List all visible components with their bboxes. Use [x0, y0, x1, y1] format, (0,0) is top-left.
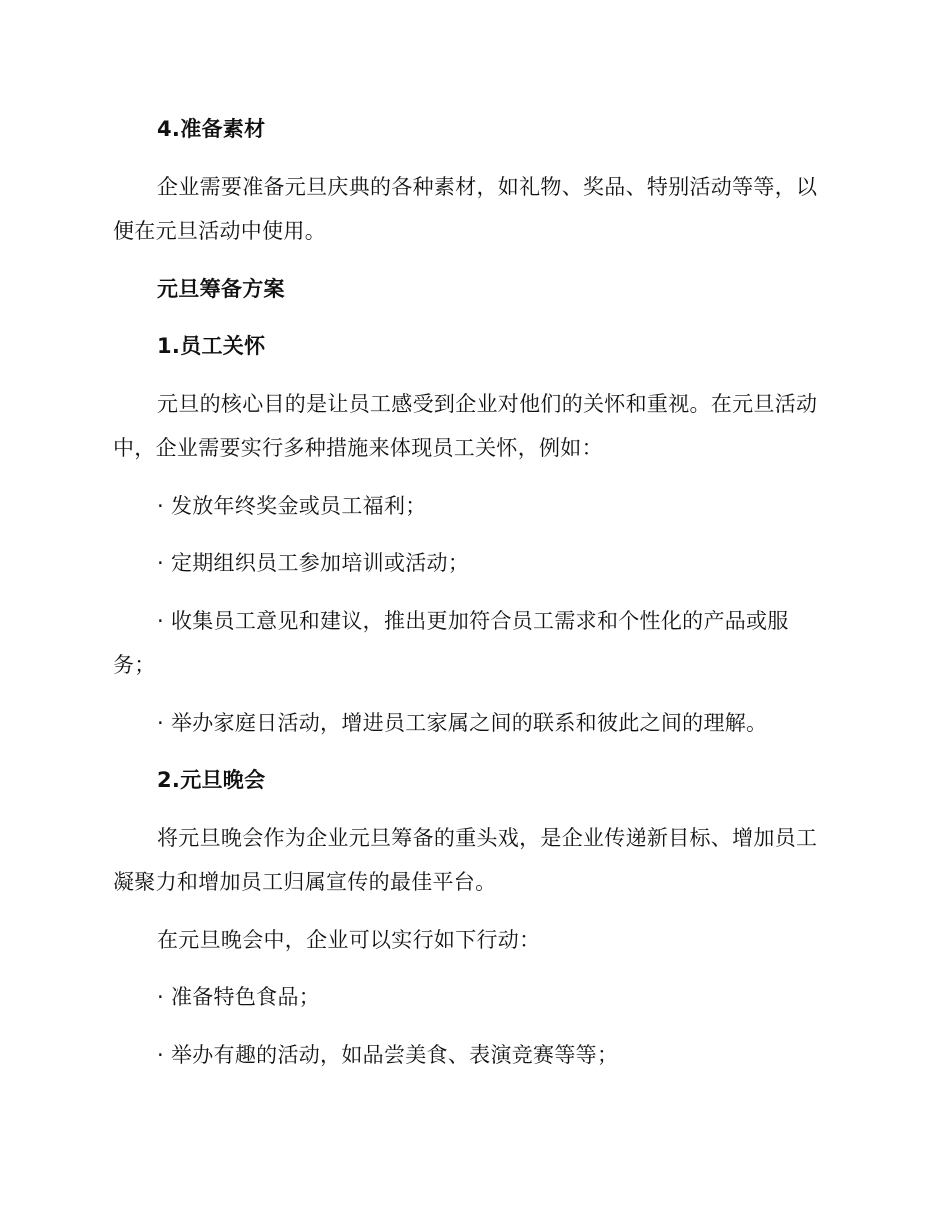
paragraph-care-line-2: 中，企业需要实行多种措施来体现员工关怀，例如：: [113, 436, 603, 460]
list-item: · 发放年终奖金或员工福利；: [157, 494, 427, 518]
heading-new-year-gala: 2.元旦晚会: [157, 768, 266, 792]
list-item: · 举办有趣的活动，如品尝美食、表演竞赛等等；: [157, 1043, 619, 1067]
heading-prepare-materials: 4.准备素材: [157, 117, 266, 141]
paragraph-prepare-line-2: 便在元旦活动中使用。: [113, 219, 326, 243]
list-item: · 举办家庭日活动，增进员工家属之间的联系和彼此之间的理解。: [157, 711, 768, 735]
paragraph-care-line-1: 元旦的核心目的是让员工感受到企业对他们的关怀和重视。在元旦活动: [157, 392, 818, 416]
heading-employee-care: 1.员工关怀: [157, 334, 266, 358]
list-item: · 准备特色食品；: [157, 985, 321, 1009]
paragraph-gala-line-2: 凝聚力和增加员工归属宣传的最佳平台。: [113, 870, 497, 894]
paragraph-gala-line-3: 在元旦晚会中，企业可以实行如下行动：: [157, 928, 541, 952]
list-item-continuation: 务；: [113, 653, 156, 677]
list-item: · 收集员工意见和建议，推出更加符合员工需求和个性化的产品或服: [157, 609, 789, 633]
heading-new-year-plan: 元旦筹备方案: [157, 277, 285, 301]
paragraph-prepare-line-1: 企业需要准备元旦庆典的各种素材，如礼物、奖品、特别活动等等，以: [157, 175, 818, 199]
paragraph-gala-line-1: 将元旦晚会作为企业元旦筹备的重头戏，是企业传递新目标、增加员工: [157, 826, 818, 850]
list-item: · 定期组织员工参加培训或活动；: [157, 551, 470, 575]
